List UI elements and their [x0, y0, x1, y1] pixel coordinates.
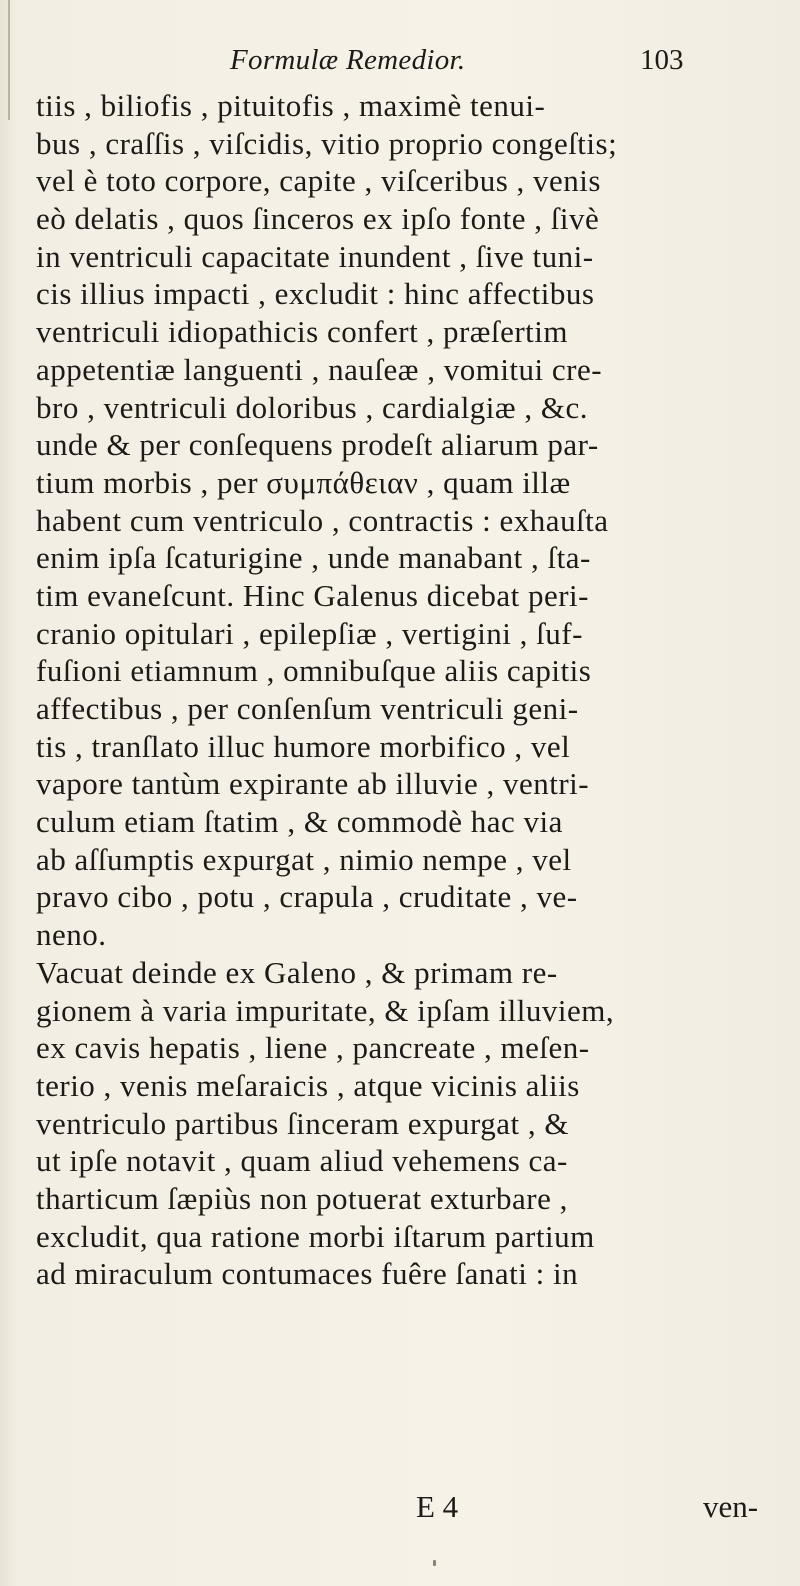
text-line: vapore tantùm expirante ab illuvie , ventri- — [36, 766, 590, 802]
page-footer — [36, 1489, 771, 1529]
text-line: ab aſſumptis expurgat , nimio nempe , vel — [36, 841, 572, 877]
text-line: enim ipſa ſcaturigine , unde manabant , ſta- — [36, 540, 591, 576]
text-line: excludit, qua ratione morbi iſtarum partium — [36, 1218, 595, 1254]
text-line: tium morbis , per συμπάθειαν , quam illæ — [36, 464, 571, 500]
text-line: bro , ventriculi doloribus , cardialgiæ , &c. — [36, 389, 588, 425]
running-title: Formulæ Remedior. — [230, 44, 466, 76]
text-line: gionem à varia impuritate, & ipſam illuviem, — [36, 992, 615, 1028]
text-line: in ventriculi capacitate inundent , ſive tuni- — [36, 238, 594, 274]
text-line: habent cum ventriculo , contractis : exhauſta — [36, 502, 609, 538]
page-header — [215, 44, 775, 84]
text-line: pravo cibo , potu , crapula , cruditate , ve- — [36, 879, 578, 915]
gutter-shadow — [8, 0, 10, 120]
catchword: ven- — [703, 1489, 759, 1524]
text-line: eò delatis , quos ſinceros ex ipſo fonte , ſivè — [36, 201, 600, 237]
text-line: ex cavis hepatis , liene , pancreate , meſen- — [36, 1030, 590, 1066]
body-text — [36, 87, 771, 1293]
text-line: tim evaneſcunt. Hinc Galenus dicebat peri- — [36, 577, 589, 613]
text-line: ventriculi idiopathicis confert , præſertim — [36, 314, 569, 350]
text-line: ad miraculum contumaces fuêre ſanati : in — [36, 1256, 579, 1292]
page-number: 103 — [640, 44, 684, 76]
text-line: cranio opitulari , epilepſiæ , vertigini , ſuf- — [36, 615, 583, 651]
text-line: Vacuat deinde ex Galeno , & primam re- — [36, 954, 558, 990]
text-line: appetentiæ languenti , nauſeæ , vomitui cre- — [36, 351, 603, 387]
paper-speck — [433, 1560, 436, 1566]
text-line: terio , venis meſaraicis , atque vicinis aliis — [36, 1067, 580, 1103]
text-line: fuſioni etiamnum , omnibuſque aliis capitis — [36, 653, 592, 689]
text-line: neno. — [36, 917, 107, 953]
text-line: tiis , biliofis , pituitofis , maximè tenui- — [36, 88, 546, 123]
text-line: tharticum ſæpiùs non potuerat exturbare , — [36, 1180, 568, 1216]
text-line: bus , craſſis , viſcidis, vitio proprio congeſtis; — [36, 125, 618, 161]
text-line: ut ipſe notavit , quam aliud vehemens ca- — [36, 1143, 568, 1179]
text-line: affectibus , per conſenſum ventriculi geni- — [36, 691, 579, 726]
text-line: cis illius impacti , excludit : hinc affectibus — [36, 276, 595, 312]
signature-mark: E 4 — [416, 1489, 459, 1524]
text-line: ventriculo partibus ſinceram expurgat , & — [36, 1105, 569, 1141]
text-line: tis , tranſlato illuc humore morbifico , vel — [36, 728, 571, 764]
text-line: culum etiam ſtatim , & commodè hac via — [36, 804, 563, 840]
text-line: unde & per conſequens prodeſt aliarum par- — [36, 427, 599, 463]
text-line: vel è toto corpore, capite , viſceribus , venis — [36, 163, 601, 199]
